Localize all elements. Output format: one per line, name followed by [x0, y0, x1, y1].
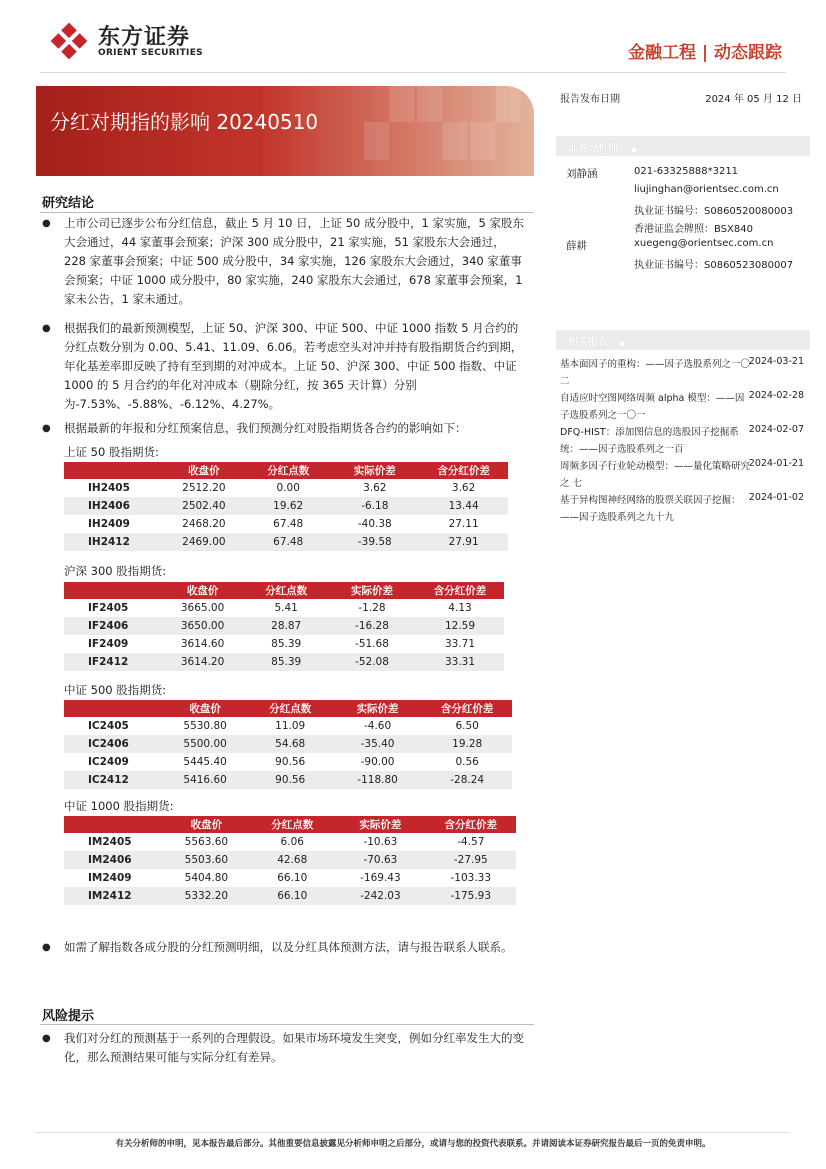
table-row	[64, 887, 516, 905]
analyst-email[interactable]: xuegeng@orientsec.com.cn	[634, 238, 774, 249]
footer-disclaimer: 有关分析师的申明，见本报告最后部分。其他重要信息披露见分析师申明之后部分，或请与您的投资代表联系。并请阅读本证券研究报告最后一页的免责申明。	[115, 1139, 711, 1149]
column-header: 实际价差	[328, 582, 416, 599]
table-row	[64, 735, 512, 753]
related-report-link[interactable]: 基本面因子的重构：——因子选股系列之一〇二	[560, 359, 751, 387]
table-cell: -242.03	[335, 887, 425, 905]
column-header	[64, 816, 163, 833]
column-header: 分红点数	[249, 816, 335, 833]
table-cell: 5563.60	[184, 836, 229, 848]
related-report-link[interactable]: 自适应时空图网络周频 alpha 模型：——因子选股系列之一〇一	[560, 393, 745, 421]
table-label-im: 中证 1000 股指期货:	[64, 799, 174, 813]
contract-code: IF2406	[64, 617, 161, 635]
contract-code: IH2405	[88, 482, 130, 494]
related-report-date: 2024-02-28	[748, 390, 804, 401]
conclusion-paragraph: 根据我们的最新预测模型，上证 50、沪深 300、中证 500、中证 1000 指数 5 月合约的分红点数分别为 0.00、5.41、11.09、6.06。若考虑空头对冲并持有股指期货合约到期，年化基差率即反映了持有至到期的对冲成本。上证 50、沪深 300、中证 500 指数、中证 1000 的 5 月合约的年化对冲成本（剔除分红，按 365 天计算）分别为-7.53%、-5.88%、-6.12%、4.27%。	[64, 321, 523, 411]
report-type: 金融工程 | 动态跟踪	[627, 43, 782, 63]
table-cell: 67.48	[246, 533, 330, 551]
publish-date-label: 报告发布日期	[560, 94, 620, 105]
header-divider	[40, 72, 786, 73]
table-cell: 28.87	[244, 617, 328, 635]
table-row	[64, 497, 508, 515]
bullet-icon: ●	[42, 218, 51, 229]
table-cell: 33.31	[416, 653, 504, 671]
contract-code: IF2412	[64, 653, 161, 671]
column-header: 收盘价	[161, 582, 245, 599]
column-header: 实际价差	[335, 816, 425, 833]
analyst-phone: 021-63325888*3211	[634, 166, 739, 177]
table-cell: -70.63	[335, 851, 425, 869]
table-cell: 5500.00	[163, 735, 248, 753]
bullet-icon: ●	[42, 423, 51, 434]
table-cell: 90.56	[248, 771, 333, 789]
table-cell: -52.08	[328, 653, 416, 671]
table-cell: -90.00	[360, 756, 395, 768]
column-header	[64, 462, 162, 479]
table-label-ih: 上证 50 股指期货:	[64, 445, 159, 459]
table-row	[64, 869, 516, 887]
column-header: 收盘价	[163, 816, 249, 833]
table-row	[64, 479, 508, 497]
table-cell: 2468.20	[182, 518, 226, 530]
publish-date-value: 2024 年 05 月 12 日	[705, 94, 802, 105]
contract-code: IH2412	[64, 533, 162, 551]
table-cell: 3.62	[363, 482, 387, 494]
table-row	[64, 717, 512, 735]
column-header: 含分红价差	[422, 700, 512, 717]
conclusion-paragraph: 根据最新的年报和分红预案信息，我们预测分红对股指期货各合约的影响如下：	[64, 421, 467, 435]
table-cell: 5445.40	[183, 756, 227, 768]
table-cell: 4.13	[448, 602, 472, 614]
related-report-link[interactable]: DFQ-HIST：添加图信息的选股因子挖掘系统：——因子选股系列之一百	[560, 427, 739, 455]
contract-code: IM2405	[88, 836, 132, 848]
table-cell: -175.93	[426, 887, 516, 905]
table-label-ic: 中证 500 股指期货:	[64, 683, 167, 697]
table-cell: 3614.60	[180, 638, 225, 650]
table-cell: -118.80	[333, 771, 423, 789]
column-header: 实际价差	[330, 462, 419, 479]
table-row	[64, 771, 512, 789]
related-report-date: 2024-01-21	[748, 458, 804, 469]
contact-note: 如需了解指数各成分股的分红预测明细，以及分红具体预测方法，请与报告联系人联系。	[64, 940, 513, 954]
table-row	[64, 851, 516, 869]
table-cell: -51.68	[355, 638, 389, 650]
table-header-row	[64, 816, 516, 833]
bullet-icon: ●	[42, 942, 51, 953]
contract-code: IC2406	[64, 735, 163, 753]
related-report-date: 2024-02-07	[748, 424, 804, 435]
table-cell: -4.57	[457, 836, 485, 848]
table-cell: 11.09	[275, 720, 306, 732]
logo-text-cn: 东方证券	[98, 25, 191, 50]
footer-divider	[36, 1132, 790, 1133]
table-row	[64, 599, 504, 617]
contract-code: IF2405	[88, 602, 129, 614]
table-cell: 2469.00	[162, 533, 246, 551]
futures-table-im	[64, 816, 516, 905]
table-cell: 3665.00	[180, 602, 225, 614]
table-cell: -16.28	[328, 617, 416, 635]
table-cell: 5416.60	[163, 771, 248, 789]
section-title-conclusion: 研究结论	[42, 196, 95, 211]
table-cell: 19.28	[422, 735, 512, 753]
table-cell: -4.60	[363, 720, 392, 732]
table-cell: 6.50	[455, 720, 479, 732]
contract-code: IC2409	[88, 756, 129, 768]
table-cell: 54.68	[248, 735, 333, 753]
related-report-link[interactable]: 周频多因子行业轮动模型：——量化策略研究之 七	[560, 461, 751, 489]
table-cell: -169.43	[360, 872, 401, 884]
contract-code: IM2412	[64, 887, 163, 905]
table-header-row	[64, 462, 508, 479]
analysts-heading: 证券分析师	[568, 143, 618, 154]
contract-code: IM2409	[88, 872, 132, 884]
analyst-hk-license: 香港证监会牌照：BSX840	[634, 224, 753, 235]
column-header: 含分红价差	[426, 816, 516, 833]
table-cell: -6.18	[330, 497, 419, 515]
section-divider	[40, 212, 534, 213]
bullet-icon: ●	[42, 323, 51, 334]
contract-code: IC2405	[88, 720, 129, 732]
table-row	[64, 617, 504, 635]
table-row	[64, 533, 508, 551]
logo-text-en: ORIENT SECURITIES	[98, 48, 203, 58]
table-header-row	[64, 582, 504, 599]
table-row	[64, 653, 504, 671]
column-header: 收盘价	[163, 700, 248, 717]
futures-table-ih	[64, 462, 508, 551]
orient-logo-icon	[50, 22, 88, 60]
table-cell: -40.38	[357, 518, 392, 530]
banner-decoration: ▞▚▞	[364, 86, 524, 160]
table-cell: 67.48	[273, 518, 304, 530]
table-cell: 5404.80	[184, 872, 229, 884]
table-cell: -28.24	[422, 771, 512, 789]
report-title: 分红对期指的影响 20240510	[50, 110, 319, 134]
table-cell: -103.33	[450, 872, 492, 884]
table-cell: 0.00	[276, 482, 300, 494]
table-cell: 27.11	[448, 518, 479, 530]
table-cell: 5530.80	[183, 720, 227, 732]
contract-code: IH2406	[64, 497, 162, 515]
column-header: 分红点数	[244, 582, 328, 599]
analyst-name: 薛耕	[566, 240, 587, 252]
futures-table-if	[64, 582, 504, 671]
analyst-email[interactable]: liujinghan@orientsec.com.cn	[634, 184, 779, 195]
table-row	[64, 833, 516, 851]
table-cell: 85.39	[244, 653, 328, 671]
contract-code: IC2412	[64, 771, 163, 789]
bullet-icon: ●	[42, 1033, 51, 1044]
table-cell: 5332.20	[163, 887, 249, 905]
table-cell: 90.56	[275, 756, 306, 768]
column-header	[64, 700, 163, 717]
table-cell: 2512.20	[182, 482, 226, 494]
table-cell: 66.10	[277, 872, 308, 884]
column-header: 含分红价差	[419, 462, 508, 479]
table-cell: 6.06	[280, 836, 304, 848]
column-header: 实际价差	[333, 700, 423, 717]
related-report-link[interactable]: 基于异构图神经网络的股票关联因子挖掘：——因子选股系列之九十九	[560, 495, 741, 523]
related-heading: 相关报告	[568, 337, 608, 348]
table-cell: 19.62	[246, 497, 330, 515]
contract-code: IH2409	[88, 518, 130, 530]
table-cell: 2502.40	[162, 497, 246, 515]
related-report-date: 2024-03-21	[748, 356, 804, 367]
title-banner	[36, 86, 534, 176]
table-header-row	[64, 700, 512, 717]
section-divider	[40, 1024, 534, 1025]
column-header: 含分红价差	[416, 582, 504, 599]
table-cell: 3650.00	[161, 617, 245, 635]
table-cell: 27.91	[419, 533, 508, 551]
risk-paragraph: 我们对分红的预测基于一系列的合理假设。如果市场环境发生突变，例如分红率发生大的变化，那么预测结果可能与实际分红有差异。	[64, 1031, 524, 1064]
table-cell: -10.63	[363, 836, 398, 848]
table-cell: 5.41	[274, 602, 298, 614]
table-cell: -1.28	[358, 602, 386, 614]
table-cell: -35.40	[333, 735, 423, 753]
table-cell: 0.56	[455, 756, 479, 768]
table-cell: 13.44	[419, 497, 508, 515]
table-cell: 33.71	[444, 638, 476, 650]
table-cell: 42.68	[249, 851, 335, 869]
table-row	[64, 515, 508, 533]
table-cell: 5503.60	[163, 851, 249, 869]
table-label-if: 沪深 300 股指期货:	[64, 564, 167, 578]
analyst-name: 刘静涵	[566, 168, 598, 180]
contract-code: IF2409	[88, 638, 129, 650]
table-row	[64, 635, 504, 653]
table-cell: -27.95	[426, 851, 516, 869]
column-header: 分红点数	[248, 700, 333, 717]
column-header: 收盘价	[162, 462, 246, 479]
related-report-date: 2024-01-02	[748, 492, 804, 503]
table-cell: -39.58	[330, 533, 419, 551]
analyst-license: 执业证书编号：S0860523080007	[634, 260, 794, 271]
conclusion-paragraph: 上市公司已逐步公布分红信息，截止 5 月 10 日，上证 50 成分股中，1 家实施，5 家股东大会通过，44 家董事会预案；沪深 300 成分股中，21 家实施，51 家股东大会通过，228 家董事会预案；中证 500 成分股中，34 家实施，126 家股东大会通过，340 家董事会预案；中证 1000 成分股中，80 家实施，240 家股东大会通过，678 家董事会预案，1 家未公告，1 家未通过。	[64, 216, 524, 306]
futures-table-ic	[64, 700, 512, 789]
contract-code: IM2406	[64, 851, 163, 869]
table-cell: 85.39	[271, 638, 302, 650]
table-cell: 3.62	[451, 482, 476, 494]
analysts-heading-bar	[556, 136, 810, 156]
table-row	[64, 753, 512, 771]
section-title-risk: 风险提示	[42, 1009, 95, 1024]
analyst-license: 执业证书编号：S0860520080003	[634, 206, 794, 217]
column-header	[64, 582, 161, 599]
table-cell: 66.10	[249, 887, 335, 905]
table-cell: 12.59	[416, 617, 504, 635]
table-cell: 3614.20	[161, 653, 245, 671]
column-header: 分红点数	[246, 462, 330, 479]
related-heading-bar	[556, 330, 810, 350]
